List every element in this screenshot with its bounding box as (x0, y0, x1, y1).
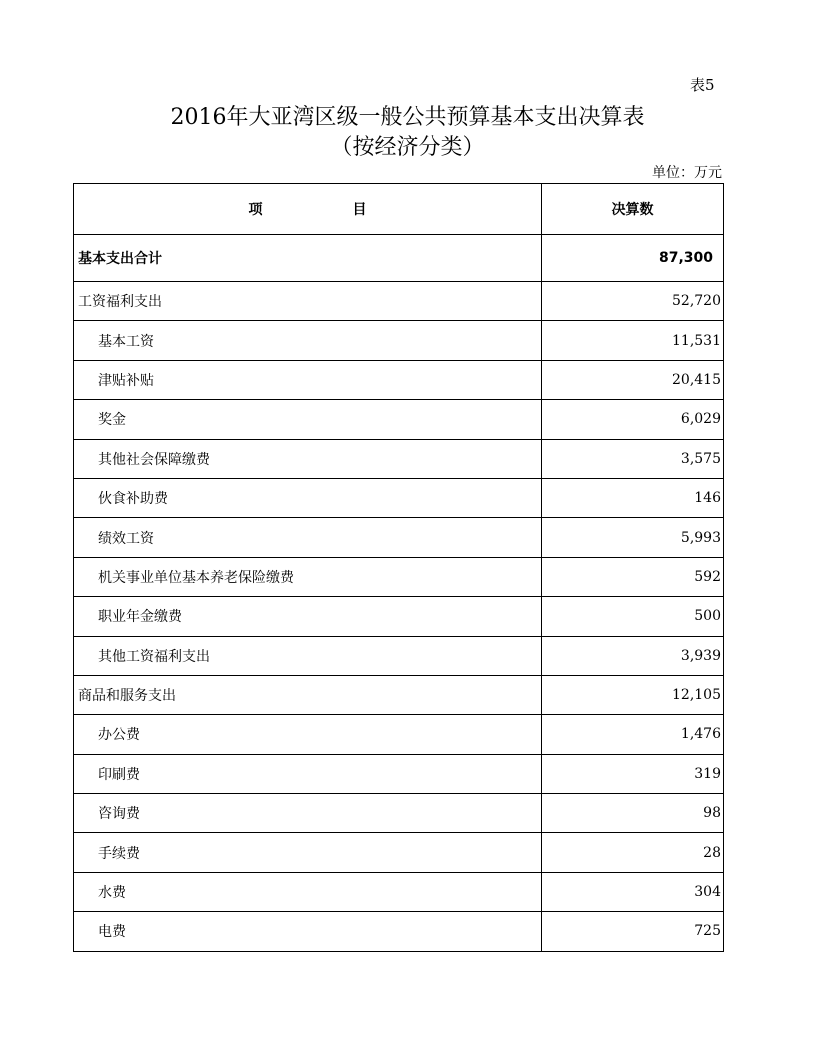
row-value: 11,531 (542, 321, 724, 360)
total-value: 87,300 (542, 235, 724, 282)
row-value: 3,575 (542, 439, 724, 478)
row-label: 基本工资 (74, 321, 542, 360)
table-row (74, 360, 724, 399)
table-row (74, 794, 724, 833)
row-value: 1,476 (542, 715, 724, 754)
row-label: 咨询费 (74, 794, 542, 833)
table-number: 表5 (690, 76, 715, 94)
row-value: 725 (542, 912, 724, 951)
row-label: 绩效工资 (74, 518, 542, 557)
row-label: 手续费 (74, 833, 542, 872)
row-label: 津贴补贴 (74, 360, 542, 399)
table-row (74, 636, 724, 675)
table-row (74, 675, 724, 714)
table-row (74, 715, 724, 754)
header-item (74, 184, 542, 235)
table-row (74, 478, 724, 517)
budget-table (73, 183, 724, 952)
row-label: 水费 (74, 872, 542, 911)
row-label: 印刷费 (74, 754, 542, 793)
row-value: 500 (542, 597, 724, 636)
row-value: 12,105 (542, 675, 724, 714)
header-item-char-1: 项 (248, 202, 263, 218)
table-row (74, 518, 724, 557)
row-label: 职业年金缴费 (74, 597, 542, 636)
table-row (74, 597, 724, 636)
row-label: 奖金 (74, 400, 542, 439)
table-header-row (74, 184, 724, 235)
row-label: 商品和服务支出 (74, 675, 542, 714)
row-value: 146 (542, 478, 724, 517)
table-row (74, 321, 724, 360)
row-value: 52,720 (542, 282, 724, 321)
row-value: 20,415 (542, 360, 724, 399)
row-value: 6,029 (542, 400, 724, 439)
table-row (74, 400, 724, 439)
row-label: 其他社会保障缴费 (74, 439, 542, 478)
row-value: 304 (542, 872, 724, 911)
table-row (74, 912, 724, 951)
row-value: 28 (542, 833, 724, 872)
table-row (74, 833, 724, 872)
page-subtitle: （按经济分类） (330, 135, 485, 160)
row-value: 98 (542, 794, 724, 833)
page-title: 2016年大亚湾区级一般公共预算基本支出决算表 (170, 105, 645, 130)
total-label: 基本支出合计 (74, 235, 542, 282)
unit-label: 单位：万元 (652, 165, 722, 181)
row-value: 319 (542, 754, 724, 793)
header-amount: 决算数 (542, 184, 724, 235)
row-label: 其他工资福利支出 (74, 636, 542, 675)
row-label: 工资福利支出 (74, 282, 542, 321)
row-value: 5,993 (542, 518, 724, 557)
total-row (74, 235, 724, 282)
row-label: 电费 (74, 912, 542, 951)
header-item-char-2: 目 (352, 202, 367, 218)
row-value: 592 (542, 557, 724, 596)
row-label: 办公费 (74, 715, 542, 754)
table-row (74, 439, 724, 478)
table-row (74, 557, 724, 596)
table-row (74, 754, 724, 793)
table-row (74, 282, 724, 321)
row-label: 伙食补助费 (74, 478, 542, 517)
row-value: 3,939 (542, 636, 724, 675)
row-label: 机关事业单位基本养老保险缴费 (74, 557, 542, 596)
table-row (74, 872, 724, 911)
